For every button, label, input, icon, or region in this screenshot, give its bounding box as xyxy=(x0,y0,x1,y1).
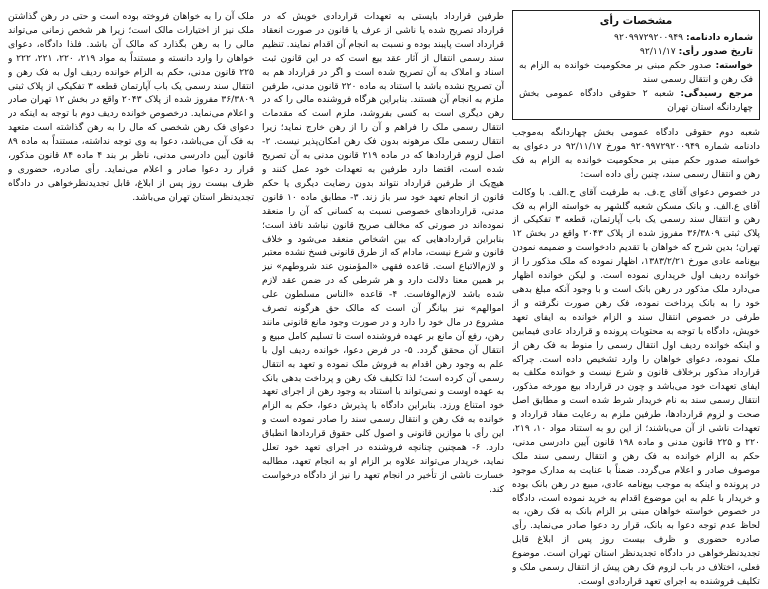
authority-label: مرجع رسیدگی: xyxy=(680,88,753,99)
ruling-body-paragraph: در خصوص دعوای آقای ج.ف. به طرفیت آقای ح.الف. با وکالت آقای ع.الف. و بانک مسکن شعبه گلشهر به خواسته الزام به فک رهن و انتقال سند رسمی یک باب آپارتمان، قطعه ۳ تفکیکی از پلاک ثبتی ۳۶/۳۸۰۹ مفروز شده از پلاک ۲۰۴۳ واقع در بخش ۱۲ تهران؛ بدین شرح که خواهان با تقدیم دادخواست و ضمیمه نمودن بیع‌نامه عادی مورخ ۱۳۸۳/۲/۲۱، اظهار نموده که ملک مذکور را از خوانده ردیف اول خریداری نموده است. و لیکن خوانده اظهار می‌دارد ملک مذکور در رهن بانک است و با وجود آنکه مبلغ بدهی خود را به بانک پرداخت نموده، فک رهن صورت نگرفته و از طرفی در خصوص انتقال سند و الزام خوانده به ایفای تعهد خویش، دادگاه با توجه به محتویات پرونده و قرارداد عادی فیمابین و اینکه خوانده ردیف اول انتقال رسمی را منوط به فک رهن از ملک نموده، دعوای خواهان را وارد تشخیص داده است. چراکه قرارداد مذکور برخلاف قانون و شرع نیست و خوانده مکلف به ایفای تعهدات خود می‌باشد و چون در قرارداد بیع مورخه مذکور، انتقال رسمی سند به نام خریدار شرط شده است و مطابق اصل صحت و لزوم قراردادها، طرفین ملزم به رعایت مفاد قرارداد و تعهدات ناشی از آن می‌باشند؛ از این رو به استناد مواد ۱۰، ۲۱۹، ۲۲۰ و ۲۲۵ قانون مدنی و ماده ۱۹۸ قانون آیین دادرسی مدنی، حکم به الزام خوانده به فک رهن و انتقال رسمی سند ملک موصوف صادر و اعلام می‌گردد. ضمناً با عنایت به مدارک موجود در پرونده و اینکه به موجب بیع‌نامه عادی، مبیع در رهن بانک بوده و خریدار با علم به این موضوع اقدام به خرید نموده است، دادگاه در خصوص خواسته خواهان مبنی بر الزام بانک به فک رهن، به لحاظ عدم توجه دعوا به بانک، قرار رد دعوا صادر می‌نماید. رأی صادره حضوری و ظرف بیست روز پس از ابلاغ قابل تجدیدنظرخواهی در دادگاه تجدیدنظر استان تهران است. موضوع فعلی، اختلاف در باب لزوم فک رهن پیش از انتقال رسمی ملک و تکلیف فروشنده به اجرای تعهد قراردادی اوست. xyxy=(512,186,760,587)
request-row xyxy=(519,59,753,87)
conclusion-paragraph: ملک آن را به خواهان فروخته بوده است و حتی در رهن گذاشتن ملک نیز از اختیارات مالک است؛ زیرا هر شخص زمانی می‌تواند مالی را به رهن بگذارد که مالک آن باشد. فلذا دادگاه، دعوای خواهان را وارد دانسته و مستنداً به مواد ۲۱۹، ۲۲۰، ۲۲۱، ۲۲۲ و ۲۲۵ قانون مدنی، حکم به الزام خوانده ردیف اول به فک رهن و انتقال سند رسمی یک باب آپارتمان قطعه ۳ تفکیکی از پلاک ثبتی ۳۶/۳۸۰۹ مفروز شده از پلاک ۲۰۴۳ واقع در بخش ۱۲ تهران صادر و اعلام می‌نماید. درخصوص خوانده ردیف دوم با توجه به اینکه در دعوای فک رهن شخصی که مال را به رهن گذاشته است متعهد به فک آن می‌باشد، دعوا به وی توجه نداشته، مستنداً به ماده ۸۹ قانون آیین دادرسی مدنی، ناظر بر بند ۴ ماده ۸۴ قانون مذکور، قرار رد دعوا صادر و اعلام می‌نماید. رأی صادره، حضوری و ظرف بیست روز پس از ابلاغ، قابل تجدیدنظرخواهی در دادگاه تجدیدنظر استان تهران می‌باشد. xyxy=(8,11,254,203)
case-number-row xyxy=(519,31,753,45)
request-value: صدور حکم مبنی بر محکومیت خوانده به الزام به فک رهن و انتقال رسمی سند xyxy=(519,60,753,85)
left-column xyxy=(8,10,254,205)
middle-column xyxy=(262,10,504,502)
case-number-value: ۹۲۰۹۹۷۲۹۲۰۰۹۴۹ xyxy=(614,32,684,43)
ruling-intro-paragraph: شعبه دوم حقوقی دادگاه عمومی بخش چهاردانگه به‌موجب دادنامه شماره ۹۲۰۹۹۷۲۹۲۰۰۹۴۹ مورخ ۹۲/۱۱/۱۷ در دعوای به خواسته صدور حکم مبنی بر محکومیت خوانده به الزام به فک رهن و انتقال رسمی سند، چنین رأی داده است: xyxy=(512,127,760,180)
authority-value: شعبه ۲ حقوقی دادگاه عمومی بخش چهاردانگه استان تهران xyxy=(519,88,753,113)
ruling-date-value: ۹۲/۱۱/۱۷ xyxy=(639,46,676,57)
ruling-date-label: تاریخ صدور رأی: xyxy=(678,46,753,57)
ruling-date-row xyxy=(519,45,753,59)
right-column xyxy=(512,10,760,589)
case-number-label: شماره دادنامه: xyxy=(686,32,753,43)
ruling-details-box xyxy=(512,10,760,120)
ruling-details-title: مشخصات رأی xyxy=(599,15,673,27)
request-label: خواسته: xyxy=(715,60,753,71)
analysis-paragraph: طرفین قرارداد بایستی به تعهدات قراردادی خویش که در قرارداد تصریح شده یا ناشی از عرف یا قانون در صورت انعقاد قرارداد است پایبند بوده و نسبت به انجام آن اقدام نمایند. تنظیم سند رسمی انتقال از آثار عقد بیع است که در این قانون ثبت اسناد و املاک به آن تصریح شده است و اگر در قرارداد هم به آن تصریح نشده باشد با استناد به ماده ۲۲۰ قانون مدنی، طرفین ملزم به انجام آن هستند. بنابراین هرگاه فروشنده مالی را که در رهن دیگری است به کسی بفروشد، ملزم است که مقدمات انتقال رسمی ملک را فراهم و آن را از رهن خارج نماید؛ زیرا انتقال رسمی ملک مرهونه بدون فک رهن امکان‌پذیر نیست. ۲- اصل لزوم قراردادها که در ماده ۲۱۹ قانون مدنی به آن تصریح شده است، اقتضا دارد طرفین به تعهدات خود عمل کنند و هیچ‌یک از طرفین قرارداد نتواند بدون رضایت دیگری یا حکم قانون از انجام تعهد خود سر باز زند. ۳- مطابق ماده ۱۰ قانون مدنی، قراردادهای خصوصی نسبت به کسانی که آن را منعقد نموده‌اند در صورتی که مخالف صریح قانون نباشد نافذ است؛ بنابراین قراردادهایی که بین اشخاص منعقد می‌شود و خلاف قانون و شرع نیست، مادام که از طرق قانونی فسخ نشده معتبر و لازم‌الاتباع است. قاعده فقهی «المؤمنون عند شروطهم» نیز بر همین معنا دلالت دارد و هر شرطی که در ضمن عقد لازم شده باشد لازم‌الوفاست. ۴- قاعده «الناس مسلطون علی اموالهم» نیز بیانگر آن است که مالک حق هرگونه تصرف مشروع در مال خود را دارد و در صورت وجود مانع قانونی مانند رهن، رفع آن مانع بر عهده فروشنده است تا تسلیم کامل مبیع و انتقال آن محقق گردد. ۵- در فرض دعوا، خوانده ردیف اول با علم به وجود رهن اقدام به فروش ملک نموده و تعهد به انتقال رسمی آن کرده است؛ لذا تکلیف فک رهن و پرداخت بدهی بانک به عهده اوست و نمی‌تواند با استناد به وجود رهن از اجرای تعهد خود امتناع ورزد. بنابراین دادگاه با پذیرش دعوا، حکم به الزام خوانده به فک رهن و انتقال رسمی سند را صادر نموده است و این رأی با موازین قانونی و اصول کلی حقوق قراردادها انطباق دارد. ۶- همچنین چنانچه فروشنده در اجرای تعهد خود تعلل نماید، خریدار می‌تواند علاوه بر الزام او به انجام تعهد، مطالبه خسارت ناشی از تأخیر در انجام تعهد را نیز از دادگاه درخواست کند. xyxy=(262,11,504,495)
authority-row xyxy=(519,87,753,115)
